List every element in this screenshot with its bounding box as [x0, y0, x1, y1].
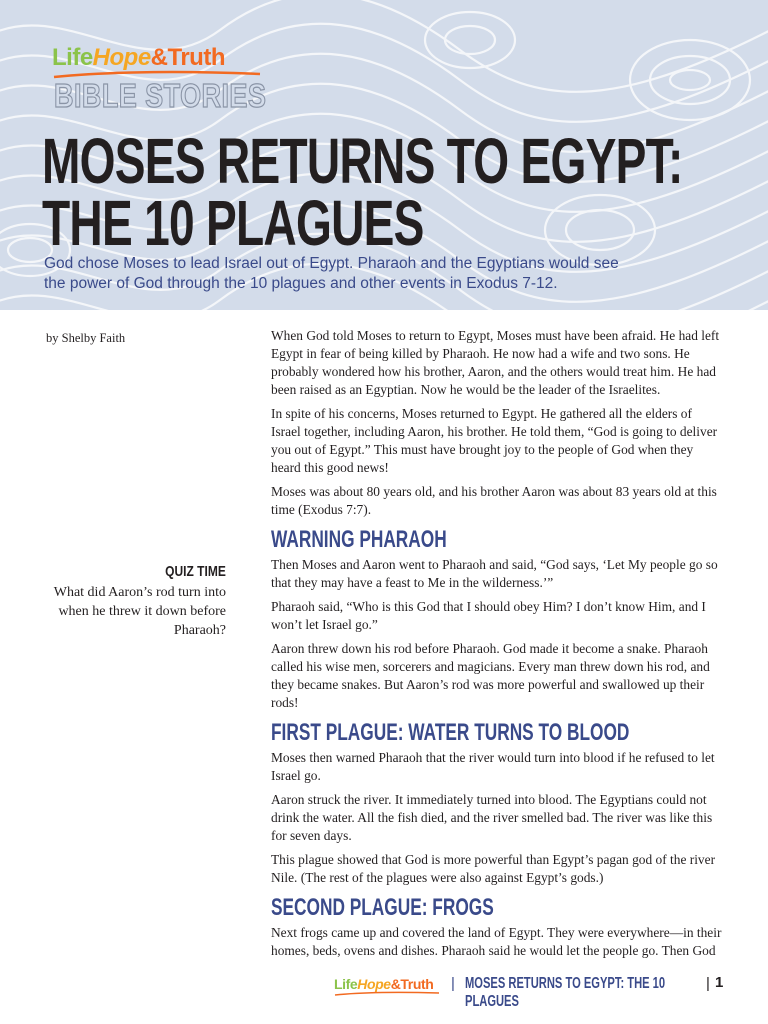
- quiz-heading: QUIZ TIME: [165, 563, 226, 580]
- paragraph: Moses was about 80 years old, and his brother Aaron was about 83 years old at this time (Exodus 7:7).: [271, 484, 717, 517]
- quiz-question: What did Aaron’s rod turn into when he threw it down before Pharaoh?: [53, 585, 226, 638]
- page-number: 1: [715, 974, 724, 991]
- footer-logo: LifeHope&Truth: [334, 976, 434, 992]
- page-subtitle: God chose Moses to lead Israel out of Egypt. Pharaoh and the Egyptians would see the power of God through the 10 plagues and other events in Exodus 7-12.: [44, 255, 619, 292]
- paragraph: Next frogs came up and covered the land of Egypt. They were everywhere—in their homes, beds, ovens and dishes. Pharaoh said he would let the people go. Then God: [271, 925, 722, 958]
- section-heading-first-plague: FIRST PLAGUE: WATER TURNS TO BLOOD: [271, 719, 630, 746]
- paragraph: Aaron struck the river. It immediately turned into blood. The Egyptians could not drink the water. All the fish died, and the river smelled bad. The river was like this for seven days.: [271, 792, 713, 843]
- footer-title: MOSES RETURNS TO EGYPT: THE 10 PLAGUES: [465, 975, 666, 1010]
- paragraph: Then Moses and Aaron went to Pharaoh and said, “God says, ‘Let My people go so that they may have a feast to Me in the wilderness.’”: [271, 557, 718, 590]
- quiz-sidebar: [40, 563, 226, 640]
- paragraph: Moses then warned Pharaoh that the river would turn into blood if he refused to let Israel go.: [271, 750, 715, 783]
- paragraph: Pharaoh said, “Who is this God that I should obey Him? I don’t know Him, and I won’t let Israel go.”: [271, 599, 706, 632]
- paragraph: Aaron threw down his rod before Pharaoh. God made it become a snake. Pharaoh called his wise men, sorcerers and magicians. Every man threw down his rod, and they became snakes. But Aaron’s rod was more powerful and swallowed up their rods!: [271, 641, 710, 710]
- author-byline: by Shelby Faith: [46, 331, 126, 345]
- life-hope-truth-logo: LifeHope&Truth: [52, 44, 225, 71]
- article-body: [271, 327, 723, 966]
- header-banner: [0, 0, 768, 310]
- series-label: BIBLE STORIES: [54, 77, 267, 114]
- paragraph: In spite of his concerns, Moses returned to Egypt. He gathered all the elders of Israel together, including Aaron, his brother. He told them, “God is going to deliver you out of Egypt.” This must have brought joy to the people of God when they heard this good news!: [271, 406, 718, 475]
- paragraph: This plague showed that God is more powerful than Egypt’s pagan god of the river Nile. (The rest of the plagues were also against Egypt’s gods.): [271, 852, 716, 885]
- page-title: MOSES RETURNS TO EGYPT: THE 10 PLAGUES: [42, 125, 683, 259]
- footer-separator: |: [706, 975, 710, 992]
- footer-separator: |: [451, 975, 455, 992]
- section-heading-second-plague: SECOND PLAGUE: FROGS: [271, 894, 494, 921]
- paragraph: When God told Moses to return to Egypt, Moses must have been afraid. He had left Egypt in fear of being killed by Pharaoh. He now had a wife and two sons. He probably wondered how his brother, Aaron, and the others would treat him. He had been raised as an Egyptian. Now he would be the leader of the Israelites.: [271, 328, 720, 397]
- page-footer: [334, 972, 734, 1010]
- footer-swoosh-icon: [334, 991, 440, 996]
- section-heading-warning-pharaoh: WARNING PHARAOH: [271, 526, 447, 553]
